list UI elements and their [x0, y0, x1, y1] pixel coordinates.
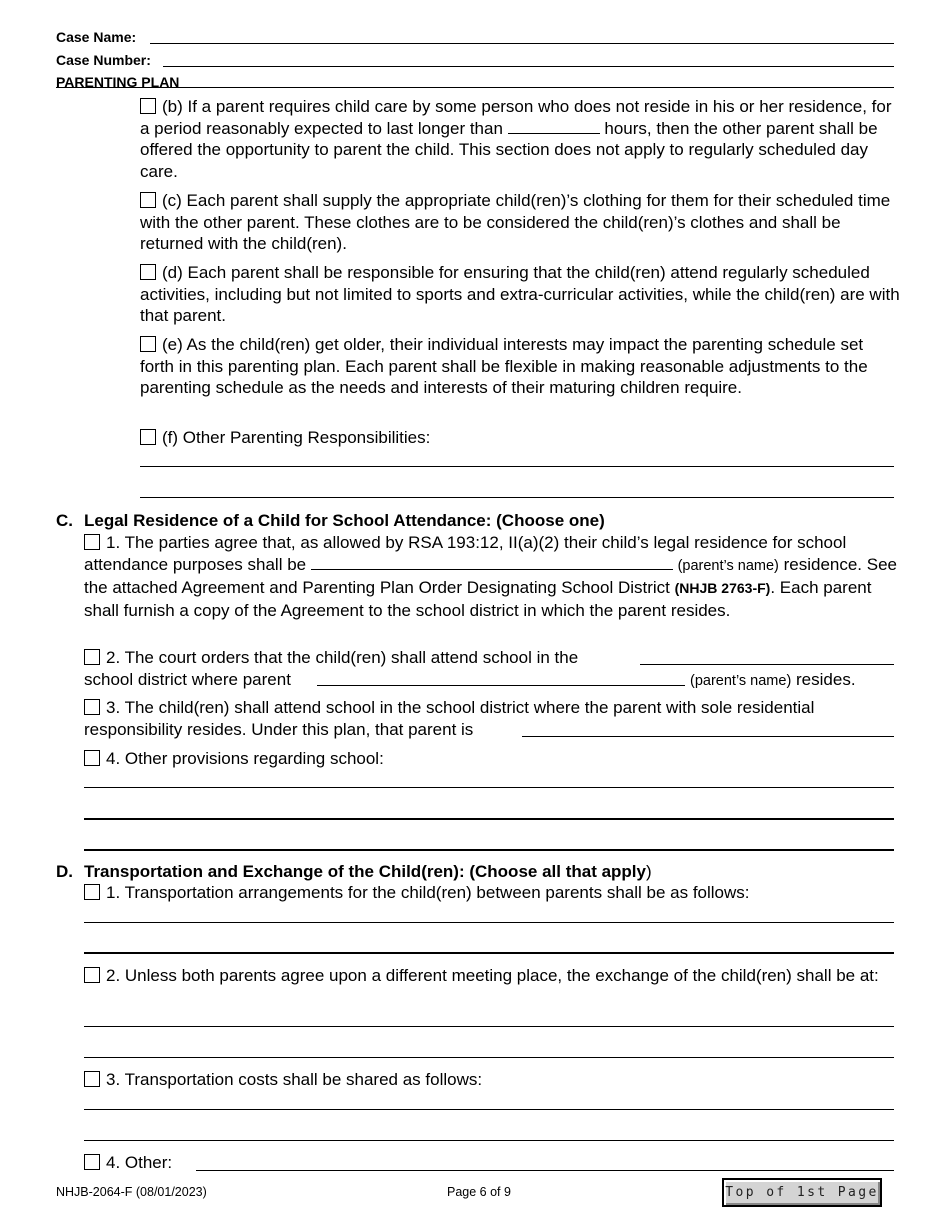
item-b-hours-field[interactable] — [508, 119, 600, 134]
section-d-title: Transportation and Exchange of the Child(ren): (Choose all that apply) — [84, 862, 652, 881]
item-d-checkbox[interactable] — [140, 264, 156, 280]
case-name-field[interactable] — [150, 43, 894, 44]
item-b: (b) If a parent requires child care by some person who does not reside in his or her residence, for a period reasonably expected to last longer than hours, then the other parent shall be offered the opportunity to parent the child. This section does not apply to regularly scheduled day care. — [140, 97, 892, 182]
item-b-checkbox[interactable] — [140, 98, 156, 114]
item-e-checkbox[interactable] — [140, 336, 156, 352]
section-c-item-4-line-1[interactable] — [84, 787, 894, 788]
section-c-item-3: 3. The child(ren) shall attend school in the school district where the parent with sole residential responsibility resides. Under this plan, that parent is — [84, 698, 815, 739]
section-c-letter: C. — [56, 511, 73, 530]
form-id: NHJB-2064-F (08/01/2023) — [56, 1185, 207, 1199]
item-f-checkbox[interactable] — [140, 429, 156, 445]
section-d-item-1-line-2[interactable] — [84, 952, 894, 954]
top-of-first-page-button[interactable]: Top of 1st Page — [722, 1178, 882, 1207]
section-d-letter: D. — [56, 862, 73, 881]
case-number-field[interactable] — [163, 66, 894, 67]
section-d-item-4: 4. Other: — [84, 1152, 900, 1174]
section-c-item-3-parent-field[interactable] — [522, 736, 894, 737]
item-c: (c) Each parent shall supply the appropriate child(ren)’s clothing for them for their scheduled time with the other parent. These clothes are to be considered the child(ren)’s clothes and shall be returned with the child(ren). — [140, 191, 891, 254]
section-d-item-1: 1. Transportation arrangements for the child(ren) between parents shall be as follows: — [84, 882, 900, 904]
item-f-line-2[interactable] — [140, 497, 894, 498]
section-d-item-1-line-1[interactable] — [84, 922, 894, 923]
plan-title: PARENTING PLAN — [56, 74, 180, 90]
header-divider — [56, 87, 894, 88]
section-c-title: Legal Residence of a Child for School Attendance: (Choose one) — [84, 511, 605, 530]
section-c-item-2-line-2: school district where parent — [84, 670, 291, 689]
section-c-item-4: 4. Other provisions regarding school: — [84, 748, 900, 770]
section-c-item-2-district-field[interactable] — [640, 664, 894, 665]
case-number-label: Case Number: — [56, 52, 151, 68]
section-d-item-4-checkbox[interactable] — [84, 1154, 100, 1170]
section-c-item-2: 2. The court orders that the child(ren) shall attend school in the — [84, 647, 900, 669]
section-c-item-2-checkbox[interactable] — [84, 649, 100, 665]
section-d-item-3-checkbox[interactable] — [84, 1071, 100, 1087]
section-c-item-1-parent-field[interactable] — [311, 555, 673, 570]
page-number: Page 6 of 9 — [447, 1185, 511, 1199]
section-d-item-3-line-2[interactable] — [84, 1140, 894, 1141]
item-e: (e) As the child(ren) get older, their individual interests may impact the parenting schedule set forth in this parenting plan. Each parent shall be flexible in making reasonable adjustments to the parenting schedule as the needs and interests of their maturing children require. — [140, 335, 868, 398]
item-f-line-1[interactable] — [140, 466, 894, 467]
section-c-item-4-checkbox[interactable] — [84, 750, 100, 766]
section-d-item-2: 2. Unless both parents agree upon a different meeting place, the exchange of the child(ren) shall be at: — [84, 965, 900, 987]
item-c-checkbox[interactable] — [140, 192, 156, 208]
case-name-label: Case Name: — [56, 29, 137, 45]
section-d-item-2-checkbox[interactable] — [84, 967, 100, 983]
section-d-item-1-checkbox[interactable] — [84, 884, 100, 900]
section-c-item-3-checkbox[interactable] — [84, 699, 100, 715]
section-d-item-3-line-1[interactable] — [84, 1109, 894, 1110]
section-c-item-4-line-3[interactable] — [84, 849, 894, 851]
section-c-item-1: 1. The parties agree that, as allowed by RSA 193:12, II(a)(2) their child’s legal residence for school attendance purposes shall be (parent’s name) residence. See the attached Agreement and Parenting Plan Order Designating School District (NHJB 2763-F). Each parent shall furnish a copy of the Agreement to the school district in which the parent resides. — [84, 533, 897, 621]
section-c-item-4-line-2[interactable] — [84, 818, 894, 820]
section-d-item-2-line-1[interactable] — [84, 1026, 894, 1027]
section-d-item-4-field[interactable] — [196, 1170, 894, 1171]
section-d-item-2-line-2[interactable] — [84, 1057, 894, 1058]
item-f: (f) Other Parenting Responsibilities: — [140, 427, 900, 449]
section-c-item-1-checkbox[interactable] — [84, 534, 100, 550]
section-c-item-2-parent-field[interactable] — [317, 685, 685, 686]
section-c-item-2-tail: (parent’s name) resides. — [690, 670, 856, 689]
item-d: (d) Each parent shall be responsible for ensuring that the child(ren) attend regularly scheduled activities, including but not limited to sports and extra-curricular activities, while the child(ren) are with that parent. — [140, 263, 900, 326]
section-d-item-3: 3. Transportation costs shall be shared as follows: — [84, 1069, 900, 1091]
